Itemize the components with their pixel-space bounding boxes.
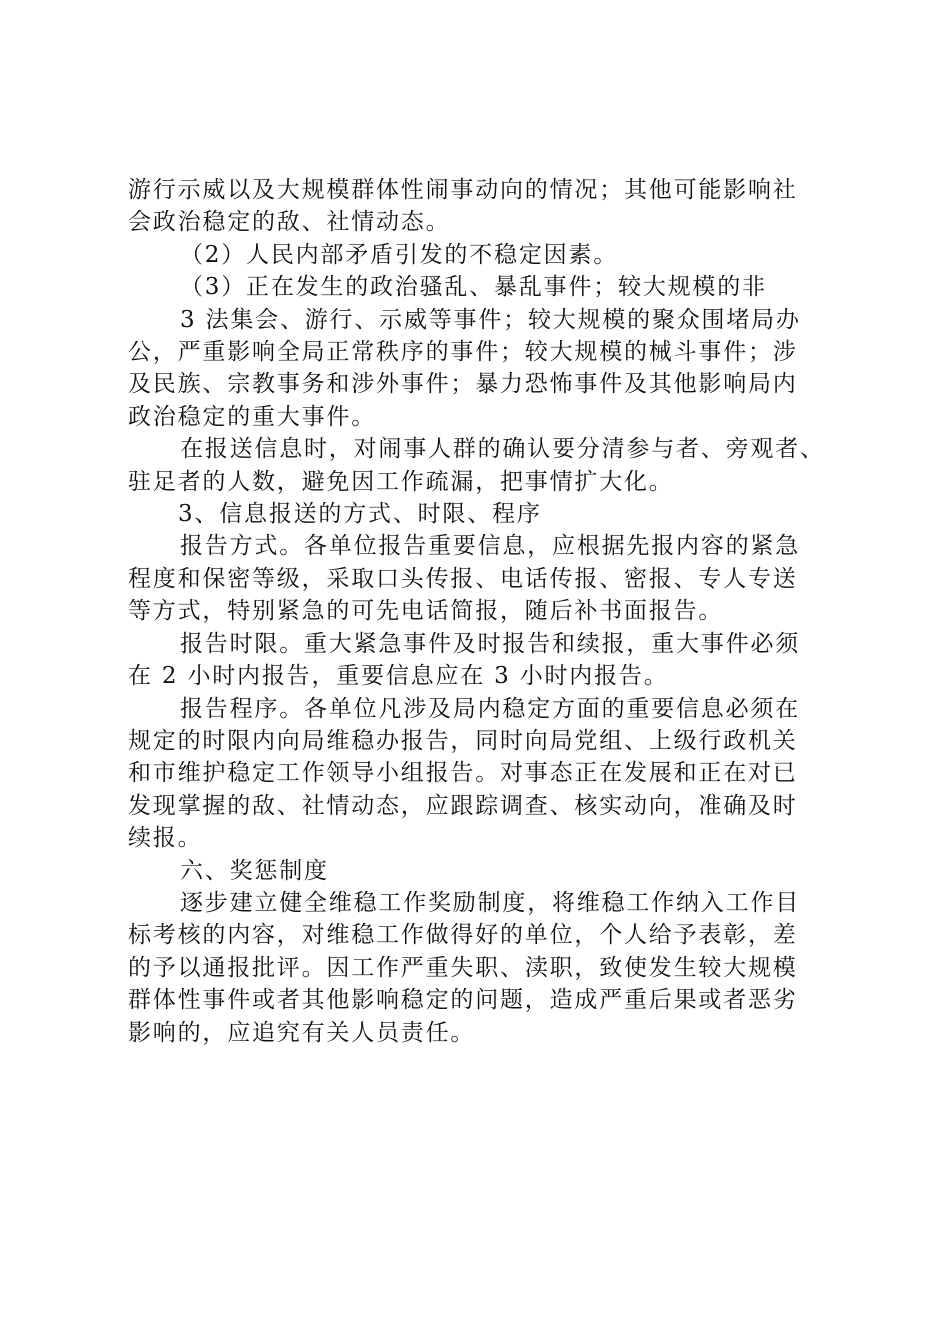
paragraph-item-2 bbox=[128, 239, 828, 271]
text-line: 影响的，应追究有关人员责任。 bbox=[128, 1019, 476, 1046]
text-line: （2）人民内部矛盾引发的不稳定因素。 bbox=[180, 241, 619, 268]
paragraph-report-method bbox=[128, 530, 828, 627]
paragraph-continuation bbox=[128, 174, 828, 239]
text-line: 公，严重影响全局正常秩序的事件；较大规模的械斗事件；涉 bbox=[128, 339, 798, 366]
text-line: 报告时限。重大紧急事件及时报告和续报，重大事件必须 bbox=[180, 630, 800, 657]
text-line: 在报送信息时，对闹事人群的确认要分清参与者、旁观者、 bbox=[180, 436, 825, 463]
text-line: 群体性事件或者其他影响稳定的问题，造成严重后果或者恶劣 bbox=[128, 987, 798, 1014]
text-line: 等方式，特别紧急的可先电话简报，随后补书面报告。 bbox=[128, 598, 724, 625]
text-line: 发现掌握的敌、社情动态，应跟踪调查、核实动向，准确及时 bbox=[128, 792, 798, 819]
text-line: 的予以通报批评。因工作严重失职、渎职，致使发生较大规模 bbox=[128, 954, 798, 981]
text-line: 在 2 小时内报告，重要信息应在 3 小时内报告。 bbox=[128, 663, 669, 690]
section-heading-reporting bbox=[128, 498, 828, 530]
text-line: 政治稳定的重大事件。 bbox=[128, 403, 376, 430]
paragraph-item-3 bbox=[128, 271, 828, 303]
text-line: 和市维护稳定工作领导小组报告。对事态正在发展和正在对已 bbox=[128, 760, 798, 787]
paragraph-item-3-continued bbox=[128, 304, 828, 434]
text-line: （3）正在发生的政治骚乱、暴乱事件；较大规模的非 bbox=[180, 274, 767, 301]
text-line: 规定的时限内向局维稳办报告，同时向局党组、上级行政机关 bbox=[128, 727, 798, 754]
paragraph-report-timelimit bbox=[128, 628, 828, 693]
text-line: 会政治稳定的敌、社情动态。 bbox=[128, 209, 451, 236]
text-line: 游行示威以及大规模群体性闹事动向的情况；其他可能影响社 bbox=[128, 177, 798, 203]
text-line: 报告程序。各单位凡涉及局内稳定方面的重要信息必须在 bbox=[180, 695, 800, 722]
paragraph-confirmation bbox=[128, 433, 828, 498]
text-line: 程度和保密等级，采取口头传报、电话传报、密报、专人专送 bbox=[128, 565, 798, 592]
text-line: 3 法集会、游行、示威等事件；较大规模的聚众围堵局办 bbox=[180, 306, 801, 333]
document-body bbox=[128, 174, 828, 1049]
paragraph-rewards bbox=[128, 887, 828, 1049]
paragraph-report-procedure bbox=[128, 693, 828, 855]
text-line: 报告方式。各单位报告重要信息，应根据先报内容的紧急 bbox=[180, 533, 800, 560]
section-heading-rewards bbox=[128, 855, 828, 887]
text-line: 及民族、宗教事务和涉外事件；暴力恐怖事件及其他影响局内 bbox=[128, 371, 798, 398]
text-line: 标考核的内容，对维稳工作做得好的单位，个人给予表彰，差 bbox=[128, 922, 798, 949]
section-heading: 3、信息报送的方式、时限、程序 bbox=[178, 501, 542, 528]
text-line: 续报。 bbox=[128, 825, 203, 852]
section-heading: 六、奖惩制度 bbox=[180, 857, 329, 884]
text-line: 逐步建立健全维稳工作奖励制度，将维稳工作纳入工作目 bbox=[180, 889, 800, 916]
text-line: 驻足者的人数，避免因工作疏漏，把事情扩大化。 bbox=[128, 468, 674, 495]
